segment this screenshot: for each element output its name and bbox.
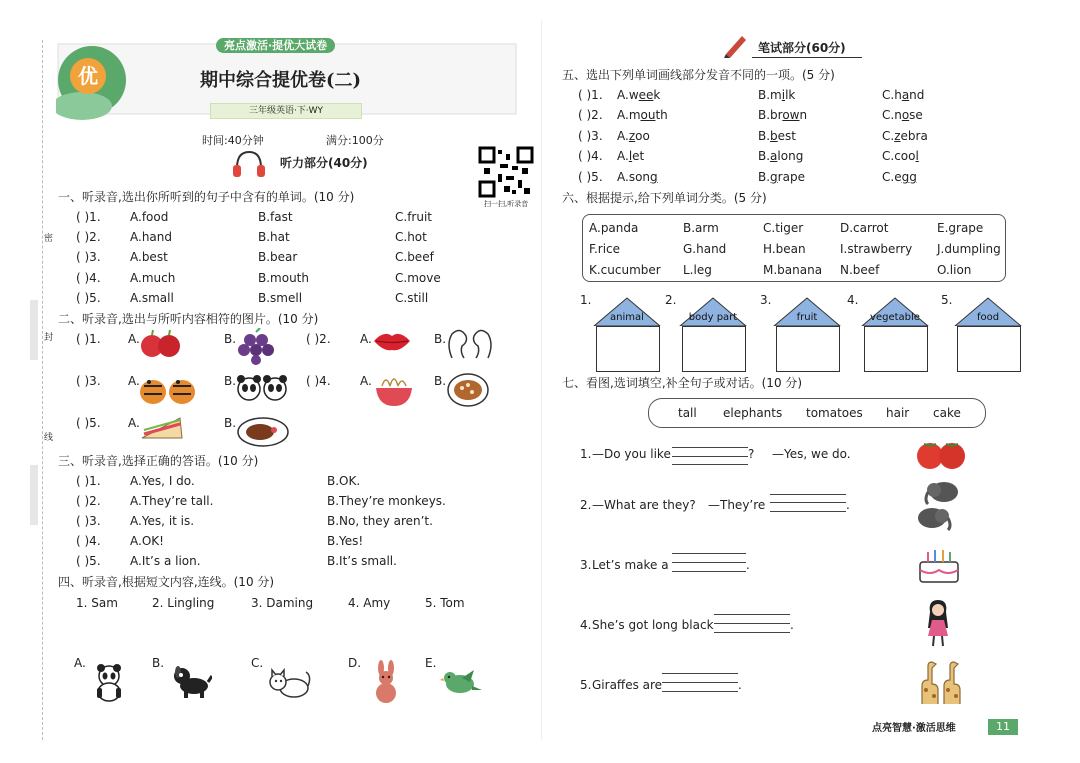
s1-q3-a[interactable]: A.best xyxy=(130,250,168,264)
word-part: B. xyxy=(758,170,771,184)
word-part: C.n xyxy=(882,108,902,122)
s6-category-house[interactable] xyxy=(860,296,930,372)
s4-letter-d: D. xyxy=(348,656,362,670)
apples-icon[interactable] xyxy=(140,328,182,360)
s5-q1-num: ( )1. xyxy=(578,88,603,102)
word-part: A.son xyxy=(617,170,651,184)
section5-title: 五、选出下列单词画线部分发音不同的一项。(5 分) xyxy=(562,68,835,82)
subtitle: 三年级英语·下·WY xyxy=(210,103,362,119)
word-bank-hair[interactable]: hair xyxy=(886,406,910,420)
s4-name-5[interactable]: 5. Tom xyxy=(425,596,465,610)
series-banner: 亮点激活·提优大试卷 xyxy=(216,38,335,53)
s7-q5-end: . xyxy=(738,678,742,692)
s4-letter-b: B. xyxy=(152,656,165,670)
word-part: oo xyxy=(635,129,650,143)
s7-q5-blank-2[interactable] xyxy=(662,682,738,683)
word-part: nd xyxy=(909,88,925,102)
word-part: B. xyxy=(758,149,771,163)
elephants-icon xyxy=(912,478,964,532)
word-part: n xyxy=(799,108,808,122)
s1-q5-b[interactable]: B.smell xyxy=(258,291,303,305)
s5-q2-a[interactable] xyxy=(617,108,668,122)
s7-q3-num: 3. xyxy=(580,558,592,572)
s2-q1-b-label: B. xyxy=(224,332,237,346)
s1-q1-num: ( )1. xyxy=(76,210,101,224)
s7-q3-blank-2[interactable] xyxy=(672,562,746,563)
s1-q5-num: ( )5. xyxy=(76,291,101,305)
s7-q4-blank-2[interactable] xyxy=(714,623,790,624)
s7-q4-end: . xyxy=(790,618,794,632)
s5-q5-b[interactable] xyxy=(758,170,805,184)
s7-q1-num: 1. xyxy=(580,447,592,461)
word-part: k xyxy=(653,88,661,102)
s6-category-num: 1. xyxy=(580,293,592,307)
s5-q5-c[interactable] xyxy=(882,170,917,184)
lips-icon[interactable] xyxy=(372,330,412,352)
s1-q2-num: ( )2. xyxy=(76,230,101,244)
s7-q3-end: . xyxy=(746,558,750,572)
s6-word[interactable]: A.panda xyxy=(589,221,639,235)
category-label: food xyxy=(976,312,1000,323)
s5-q5-a[interactable] xyxy=(617,170,658,184)
s2-q1-a-label: A. xyxy=(128,332,140,346)
s3-q5-num: ( )5. xyxy=(76,554,101,568)
s6-category-num: 3. xyxy=(760,293,772,307)
s3-q3-num: ( )3. xyxy=(76,514,101,528)
s5-q3-num: ( )3. xyxy=(578,129,603,143)
s4-letter-a: A. xyxy=(74,656,86,670)
s6-word[interactable]: I.strawberry xyxy=(840,242,913,256)
s7-q5-blank-3[interactable] xyxy=(662,691,738,692)
s6-category-house[interactable] xyxy=(772,296,842,372)
s3-q4-b[interactable]: B.Yes! xyxy=(327,534,364,548)
word-part: B.br xyxy=(758,108,783,122)
s1-q4-num: ( )4. xyxy=(76,271,101,285)
rabbit-icon[interactable] xyxy=(372,660,400,704)
s6-word[interactable]: C.tiger xyxy=(763,221,804,235)
word-bank-tall[interactable]: tall xyxy=(678,406,697,420)
s3-q4-num: ( )4. xyxy=(76,534,101,548)
footer-slogan: 点亮智慧·激活思维 xyxy=(872,723,956,734)
s6-word[interactable]: O.lion xyxy=(937,263,972,277)
s7-q4-text: She’s got long black xyxy=(592,618,714,632)
s7-q2-mid: —They’re xyxy=(708,498,766,512)
s3-q2-num: ( )2. xyxy=(76,494,101,508)
word-part: se xyxy=(909,108,923,122)
margin-seal-text: 线 xyxy=(44,433,54,443)
s7-q5-num: 5. xyxy=(580,678,592,692)
category-label: vegetable xyxy=(870,312,920,323)
s2-q1-num: ( )1. xyxy=(76,332,101,346)
s7-q1-blank-2[interactable] xyxy=(672,456,748,457)
s1-q1-b[interactable]: B.fast xyxy=(258,210,293,224)
word-part: long xyxy=(777,149,804,163)
s3-q3-a[interactable]: A.Yes, it is. xyxy=(130,514,195,528)
underlined-sound: i xyxy=(781,88,786,102)
s3-q2-b[interactable]: B.They’re monkeys. xyxy=(327,494,446,508)
s7-q1-answer: —Yes, we do. xyxy=(772,447,851,461)
underlined-sound: z xyxy=(894,129,901,143)
answer-box[interactable] xyxy=(682,326,746,372)
s4-letter-c: C. xyxy=(251,656,264,670)
word-bank-elephants[interactable]: elephants xyxy=(723,406,783,420)
category-label: animal xyxy=(610,312,644,323)
word-part: A. xyxy=(617,149,629,163)
s1-q4-a[interactable]: A.much xyxy=(130,271,176,285)
word-part: rape xyxy=(777,170,805,184)
underlined-sound: ou xyxy=(640,108,656,122)
s5-q4-b[interactable] xyxy=(758,149,803,163)
dog-icon[interactable] xyxy=(172,664,212,700)
cake-icon xyxy=(916,544,962,586)
s6-word[interactable]: L.leg xyxy=(683,263,712,277)
s6-word[interactable]: M.banana xyxy=(763,263,823,277)
s5-q2-c[interactable] xyxy=(882,108,923,122)
s7-q1-blank-3[interactable] xyxy=(672,464,748,465)
s5-q1-b[interactable] xyxy=(758,88,795,102)
s5-q3-a[interactable] xyxy=(617,129,650,143)
answer-box[interactable] xyxy=(864,326,928,372)
underlined-sound: g xyxy=(770,170,778,184)
tomatoes-icon xyxy=(914,438,968,470)
s7-q3-text: Let’s make a xyxy=(592,558,669,572)
word-part: est xyxy=(777,129,797,143)
s5-q1-a[interactable] xyxy=(617,88,660,102)
qr-caption: 扫一扫,听录音 xyxy=(484,200,529,208)
s6-category-num: 5. xyxy=(941,293,953,307)
bird-icon[interactable] xyxy=(440,668,482,696)
underlined-sound: gg xyxy=(901,170,917,184)
s4-letter-e: E. xyxy=(425,656,437,670)
s5-q3-b[interactable] xyxy=(758,129,796,143)
s7-q4-blank-3[interactable] xyxy=(714,632,790,633)
word-part: lk xyxy=(785,88,796,102)
s7-q2-end: . xyxy=(846,498,850,512)
s4-name-4[interactable]: 4. Amy xyxy=(348,596,391,610)
dish-icon[interactable] xyxy=(446,372,490,408)
s6-category-house[interactable] xyxy=(953,296,1023,372)
s6-word[interactable]: N.beef xyxy=(840,263,880,277)
s6-word[interactable]: E.grape xyxy=(937,221,984,235)
steak-plate-icon[interactable] xyxy=(236,414,290,448)
s1-q3-num: ( )3. xyxy=(76,250,101,264)
s2-q4-a-label: A. xyxy=(360,374,372,388)
s6-category-house[interactable] xyxy=(592,296,662,372)
s7-q3-blank-3[interactable] xyxy=(672,571,746,572)
s7-q5-text: Giraffes are xyxy=(592,678,663,692)
s6-word[interactable]: F.rice xyxy=(589,242,621,256)
s7-q3-blank[interactable] xyxy=(672,553,746,554)
word-bank-cake[interactable]: cake xyxy=(933,406,961,420)
category-label: fruit xyxy=(796,312,818,323)
s7-q2-blank-2[interactable] xyxy=(770,502,846,503)
s2-q5-b-label: B. xyxy=(224,416,237,430)
s6-word[interactable]: K.cucumber xyxy=(589,263,661,277)
word-part: A. xyxy=(617,129,629,143)
underlined-sound: l xyxy=(915,149,919,163)
section3-title: 三、听录音,选择正确的答语。(10 分) xyxy=(58,454,259,468)
s7-q2-blank[interactable] xyxy=(770,494,846,495)
panda-icon[interactable] xyxy=(92,664,126,702)
s2-q4-num: ( )4. xyxy=(306,374,331,388)
binding-line xyxy=(42,40,43,740)
cat-icon[interactable] xyxy=(266,666,312,700)
s7-q4-blank[interactable] xyxy=(714,614,790,615)
section7-title: 七、看图,选词填空,补全句子或对话。(10 分) xyxy=(562,376,803,390)
s1-q2-c[interactable]: C.hot xyxy=(395,230,427,244)
s1-q5-a[interactable]: A.small xyxy=(130,291,174,305)
s1-q2-a[interactable]: A.hand xyxy=(130,230,172,244)
s6-category-num: 2. xyxy=(665,293,677,307)
word-bank-tomatoes[interactable]: tomatoes xyxy=(806,406,863,420)
margin-seal-text: 封 xyxy=(44,333,54,343)
s1-q2-b[interactable]: B.hat xyxy=(258,230,290,244)
s2-q5-num: ( )5. xyxy=(76,416,101,430)
s5-q4-a[interactable] xyxy=(617,149,644,163)
s3-q1-a[interactable]: A.Yes, I do. xyxy=(130,474,195,488)
listening-heading: 听力部分(40分) xyxy=(280,156,368,170)
s1-q1-c[interactable]: C.fruit xyxy=(395,210,432,224)
answer-box[interactable] xyxy=(776,326,840,372)
binding-strip xyxy=(30,300,38,360)
noodles-bowl-icon[interactable] xyxy=(372,372,416,408)
word-part: th xyxy=(655,108,668,122)
s3-q5-b[interactable]: B.It’s small. xyxy=(327,554,397,568)
s5-q4-num: ( )4. xyxy=(578,149,603,163)
s7-q1-text: —Do you like xyxy=(592,447,671,461)
word-part: C.h xyxy=(882,88,902,102)
s6-word[interactable]: D.carrot xyxy=(840,221,889,235)
s2-q3-b-label: B. xyxy=(224,374,237,388)
word-part: A.m xyxy=(617,108,641,122)
full-score: 满分:100分 xyxy=(326,134,384,147)
s7-q2-num: 2. xyxy=(580,498,592,512)
s3-q1-b[interactable]: B.OK. xyxy=(327,474,361,488)
s2-q3-a-label: A. xyxy=(128,374,140,388)
s4-name-2[interactable]: 2. Lingling xyxy=(152,596,215,610)
s4-name-3[interactable]: 3. Daming xyxy=(251,596,314,610)
page-number: 11 xyxy=(988,719,1018,735)
s1-q1-a[interactable]: A.food xyxy=(130,210,169,224)
s7-q1-blank[interactable] xyxy=(672,447,748,448)
qr-code[interactable] xyxy=(478,146,534,198)
underlined-sound: o xyxy=(901,108,910,122)
section6-title: 六、根据提示,给下列单词分类。(5 分) xyxy=(562,191,767,205)
s1-q4-b[interactable]: B.mouth xyxy=(258,271,309,285)
headphones-icon xyxy=(232,150,266,178)
s7-q2-text: —What are they? xyxy=(592,498,696,512)
word-part: C. xyxy=(882,129,895,143)
answer-box[interactable] xyxy=(596,326,660,372)
section1-title: 一、听录音,选出你所听到的句子中含有的单词。(10 分) xyxy=(58,190,355,204)
s4-name-1[interactable]: 1. Sam xyxy=(76,596,118,610)
s6-word[interactable]: J.dumpling xyxy=(937,242,1001,256)
binding-strip xyxy=(30,465,38,525)
word-part: et xyxy=(632,149,645,163)
s5-q2-b[interactable] xyxy=(758,108,807,122)
s5-q1-c[interactable] xyxy=(882,88,924,102)
giraffes-icon xyxy=(914,660,968,706)
s3-q2-a[interactable]: A.They’re tall. xyxy=(130,494,214,508)
s7-q5-blank[interactable] xyxy=(662,673,738,674)
s6-word[interactable]: H.bean xyxy=(763,242,806,256)
s5-q2-num: ( )2. xyxy=(578,108,603,122)
s3-q4-a[interactable]: A.OK! xyxy=(130,534,164,548)
underlined-sound: z xyxy=(628,129,636,143)
s3-q1-num: ( )1. xyxy=(76,474,101,488)
s6-category-house[interactable] xyxy=(678,296,748,372)
s5-q3-c[interactable] xyxy=(882,129,928,143)
s5-q4-c[interactable] xyxy=(882,149,919,163)
word-part: C.coo xyxy=(882,149,916,163)
word-part: B. xyxy=(758,129,771,143)
ears-icon[interactable] xyxy=(446,328,494,364)
girl-icon xyxy=(924,598,952,648)
tigers-icon[interactable] xyxy=(138,372,198,406)
s2-q4-b-label: B. xyxy=(434,374,447,388)
s2-q2-b-label: B. xyxy=(434,332,447,346)
underlined-sound: a xyxy=(770,149,778,163)
pandas-icon[interactable] xyxy=(236,372,288,404)
page-fold xyxy=(541,20,542,740)
sandwich-icon[interactable] xyxy=(140,414,184,444)
category-label: body part xyxy=(688,312,738,323)
s1-q3-c[interactable]: C.beef xyxy=(395,250,434,264)
underlined-sound: ow xyxy=(782,108,800,122)
underlined-sound: a xyxy=(901,88,910,102)
underlined-sound: ee xyxy=(638,88,654,102)
section4-title: 四、听录音,根据短文内容,连线。(10 分) xyxy=(58,575,275,589)
answer-box[interactable] xyxy=(957,326,1021,372)
s5-q5-num: ( )5. xyxy=(578,170,603,184)
s7-q1-qmark: ? xyxy=(748,447,755,461)
time-limit: 时间:40分钟 xyxy=(202,134,264,147)
s7-q2-blank-3[interactable] xyxy=(770,511,846,512)
word-part: ebra xyxy=(900,129,928,143)
written-heading: 笔试部分(60分) xyxy=(758,41,846,55)
word-part: A.w xyxy=(617,88,639,102)
word-part: B.m xyxy=(758,88,782,102)
s2-q2-num: ( )2. xyxy=(306,332,331,346)
s6-word[interactable]: B.arm xyxy=(683,221,719,235)
badge: 优 xyxy=(70,58,106,94)
heading-rule xyxy=(752,57,862,58)
s6-word[interactable]: G.hand xyxy=(683,242,727,256)
word-part: C.e xyxy=(882,170,902,184)
s2-q3-num: ( )3. xyxy=(76,374,101,388)
s3-q3-b[interactable]: B.No, they aren’t. xyxy=(327,514,433,528)
margin-seal-text: 密 xyxy=(44,234,54,244)
underlined-sound: b xyxy=(770,129,778,143)
s1-q5-c[interactable]: C.still xyxy=(395,291,429,305)
s1-q4-c[interactable]: C.move xyxy=(395,271,441,285)
s2-q2-a-label: A. xyxy=(360,332,372,346)
section2-title: 二、听录音,选出与所听内容相符的图片。(10 分) xyxy=(58,312,319,326)
s1-q3-b[interactable]: B.bear xyxy=(258,250,298,264)
s7-q4-num: 4. xyxy=(580,618,592,632)
pen-icon xyxy=(722,32,748,58)
page-title: 期中综合提优卷(二) xyxy=(200,70,362,91)
s6-category-num: 4. xyxy=(847,293,859,307)
s2-q5-a-label: A. xyxy=(128,416,140,430)
underlined-sound: g xyxy=(650,170,658,184)
underlined-sound: l xyxy=(628,149,633,163)
s3-q5-a[interactable]: A.It’s a lion. xyxy=(130,554,201,568)
grapes-icon[interactable] xyxy=(236,328,280,366)
